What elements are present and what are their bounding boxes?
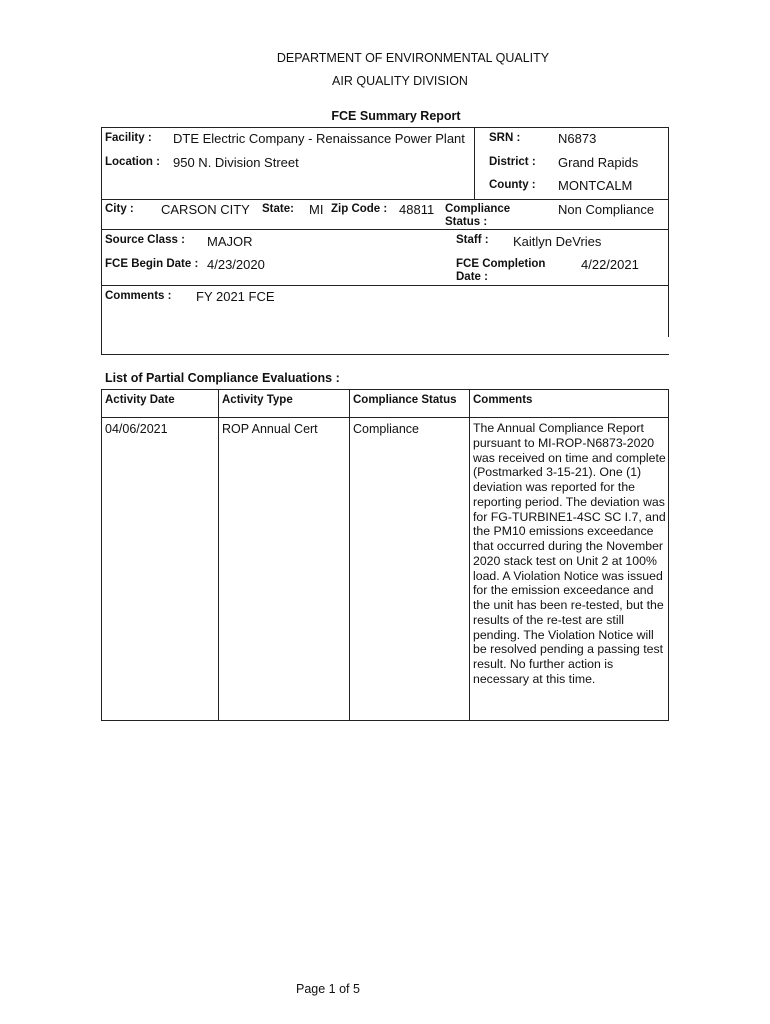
box-top-border (101, 127, 669, 128)
fce-begin-date-label: FCE Begin Date : (105, 258, 199, 270)
table-bottom-border (101, 720, 669, 721)
table-col-divider-3 (469, 389, 470, 721)
srn-label: SRN : (489, 132, 521, 144)
state-label: State: (262, 203, 294, 215)
source-class-row-divider (101, 229, 669, 230)
box-right-border (668, 127, 669, 337)
county-value: MONTCALM (558, 178, 633, 193)
staff-value: Kaitlyn DeVries (513, 234, 602, 249)
page-number: Page 1 of 5 (296, 982, 360, 996)
comments-label: Comments : (105, 290, 172, 302)
facility-label: Facility : (105, 132, 152, 144)
location-label: Location : (105, 156, 160, 168)
zip-label: Zip Code : (331, 203, 388, 215)
column-header-compliance-status: Compliance Status (353, 394, 457, 406)
row-compliance-status: Compliance (353, 422, 420, 436)
table-col-divider-1 (218, 389, 219, 721)
source-class-label: Source Class : (105, 234, 185, 246)
srn-value: N6873 (558, 131, 597, 146)
table-top-border (101, 389, 669, 390)
district-value: Grand Rapids (558, 155, 639, 170)
table-col-divider-2 (349, 389, 350, 721)
city-value: CARSON CITY (161, 202, 250, 217)
column-header-activity-type: Activity Type (222, 394, 293, 406)
comments-value: FY 2021 FCE (196, 289, 275, 304)
column-header-comments: Comments (473, 394, 533, 406)
city-label: City : (105, 203, 134, 215)
box-bottom-border (101, 354, 669, 355)
column-header-activity-date: Activity Date (105, 394, 175, 406)
district-label: District : (489, 156, 536, 168)
zip-value: 48811 (399, 202, 435, 217)
row-activity-date: 04/06/2021 (105, 422, 168, 436)
table-left-border (101, 389, 102, 721)
box-left-border (101, 127, 102, 355)
fce-begin-date-value: 4/23/2020 (207, 257, 265, 272)
location-value: 950 N. Division Street (173, 155, 299, 170)
report-title: FCE Summary Report (331, 109, 461, 123)
compliance-status-label: Compliance Status : (445, 203, 511, 228)
division-heading: AIR QUALITY DIVISION (332, 74, 468, 88)
city-row-divider (101, 199, 669, 200)
fce-completion-date-label: FCE Completion Date : (456, 258, 546, 283)
department-heading: DEPARTMENT OF ENVIRONMENTAL QUALITY (276, 51, 550, 65)
row-comments: The Annual Compliance Report pursuant to MI-ROP-N6873-2020 was received on time and complete (Postmarked 3-15-21). One (1) deviation was reported for the reporting period. The deviation was for FG-TURBINE1-4SC SC I.7, and the PM10 emissions exceedance that occurred during the November 2020 stack test on Unit 2 at 100% load. A Violation Notice was issued for the emission exceedance and the unit has been re-tested, but the results of the re-test are still pending. The Violation Notice will be resolved pending a passing test result. No further action is necessary at this time. (473, 421, 666, 686)
compliance-status-value: Non Compliance (558, 202, 655, 217)
comments-row-divider (101, 285, 669, 286)
facility-value: DTE Electric Company - Renaissance Power Plant (173, 131, 465, 146)
staff-label: Staff : (456, 234, 489, 246)
srn-divider (474, 127, 475, 199)
fce-completion-date-value: 4/22/2021 (581, 257, 639, 272)
row-activity-type: ROP Annual Cert (222, 422, 318, 436)
table-header-divider (101, 417, 669, 418)
pce-section-title: List of Partial Compliance Evaluations : (105, 371, 340, 385)
source-class-value: MAJOR (207, 234, 253, 249)
state-value: MI (309, 202, 324, 217)
county-label: County : (489, 179, 536, 191)
